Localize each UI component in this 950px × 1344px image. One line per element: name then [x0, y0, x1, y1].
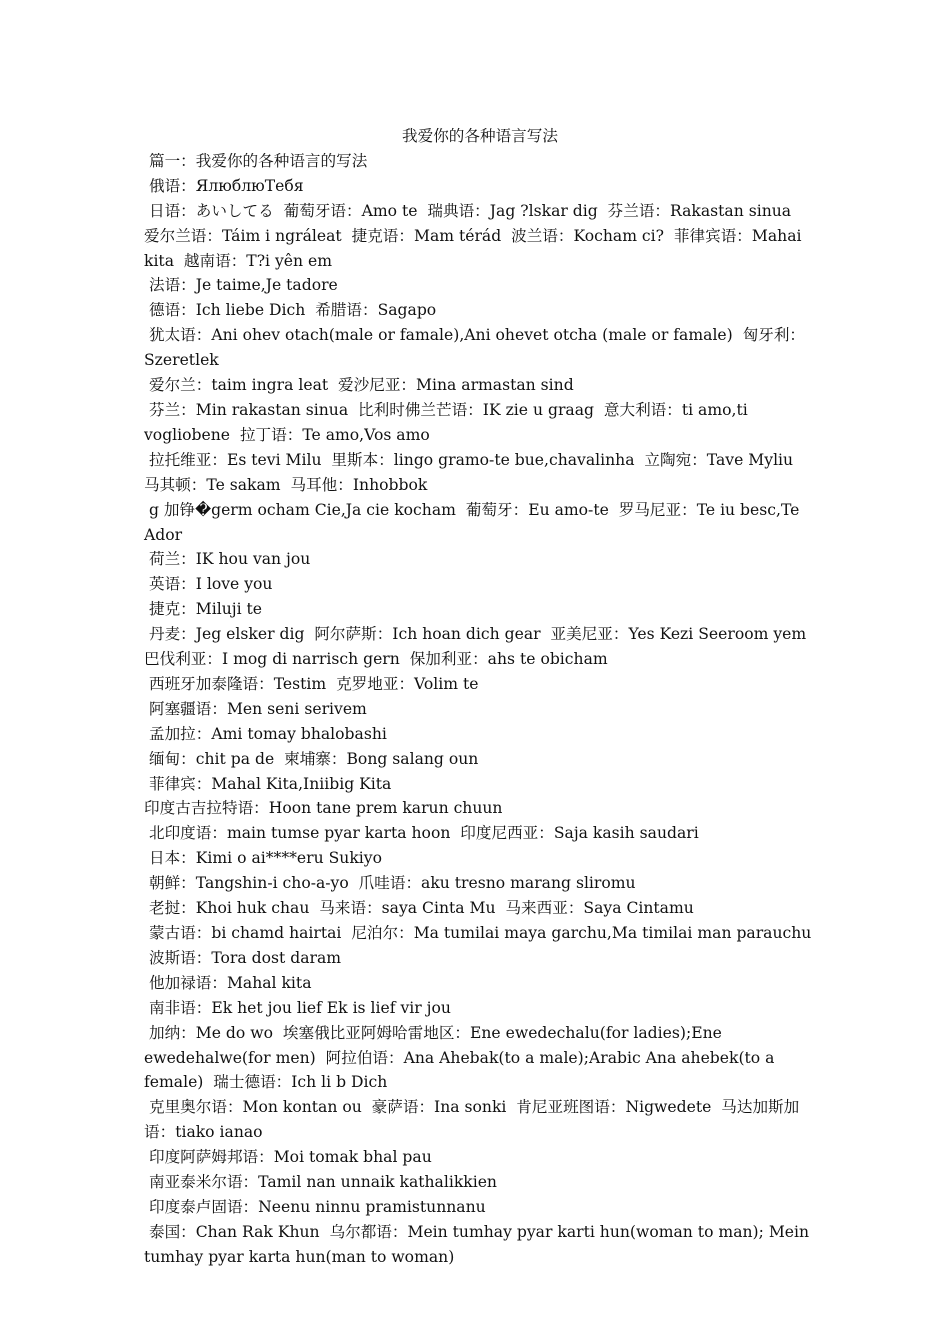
paragraph: 蒙古语：bi chamd hairtai 尼泊尔：Ma tumilai maya garchu,Ma timilai man parauchu: [144, 924, 812, 942]
paragraph: 拉托维亚：Es tevi Milu 里斯本：lingo gramo-te bue,chavalinha 立陶宛：Tave Myliu 马其顿：Te sakam 马耳他：Inhobbok: [144, 450, 804, 494]
paragraph: 丹麦：Jeg elsker dig 阿尔萨斯：Ich hoan dich gear 亚美尼亚：Yes Kezi Seeroom yem 巴伐利亚：I mog di narrisch gern 保加利亚：ahs te obicham: [144, 625, 817, 669]
document-page: [144, 124, 816, 1270]
paragraph: 北印度语：main tumse pyar karta hoon 印度尼西亚：Saja kasih saudari: [144, 824, 699, 843]
paragraph: 泰国：Chan Rak Khun 乌尔都语：Mein tumhay pyar karti hun(woman to man); Mein tumhay pyar karta hun(man to woman): [144, 1222, 815, 1266]
paragraph: 老挝：Khoi huk chau 马来语：saya Cinta Mu 马来西亚：Saya Cintamu: [144, 899, 694, 918]
paragraph: 南亚泰米尔语：Tamil nan unnaik kathalikkien: [144, 1173, 497, 1192]
paragraph: g 加铮�germ ocham Cie,Ja cie kocham 葡萄牙：Eu amo-te 罗马尼亚：Te iu besc,Te Ador: [144, 500, 805, 544]
paragraph: 德语：Ich liebe Dich 希腊语：Sagapo: [144, 301, 437, 320]
paragraph: 朝鲜：Tangshin-i cho-a-yo 爪哇语：aku tresno marang sliromu: [144, 874, 636, 893]
paragraph: 缅甸：chit pa de 柬埔寨：Bong salang oun: [144, 749, 479, 768]
paragraph: 西班牙加泰隆语：Testim 克罗地亚：Volim te: [144, 674, 479, 693]
paragraph: 俄语：ЯлюблюТебя: [144, 176, 304, 195]
document-title: 我爱你的各种语言写法: [402, 127, 558, 145]
paragraph: 波斯语：Tora dost daram: [144, 948, 342, 967]
paragraph: 克里奥尔语：Mon kontan ou 豪萨语：Ina sonki 肯尼亚班图语：Nigwedete 马达加斯加语：tiako ianao: [144, 1098, 800, 1142]
paragraph: 阿塞疆语：Men seni serivem: [144, 699, 367, 718]
paragraph: 加纳：Me do wo 埃塞俄比亚阿姆哈雷地区：Ene ewedechalu(for ladies);Ene ewedehalwe(for men) 阿拉伯语：Ana Ahebak(to a male);Arabic Ana ahebek(to a female) 瑞士德语：Ich li b Dich: [144, 1023, 780, 1092]
paragraph: 南非语：Ek het jou lief Ek is lief vir jou: [144, 998, 451, 1017]
paragraph: 日本：Kimi o ai****eru Sukiyo: [144, 849, 382, 868]
paragraph: 英语：I love you: [144, 575, 273, 594]
paragraph: 孟加拉：Ami tomay bhalobashi: [144, 724, 387, 743]
paragraph: 日语：あいしてる 葡萄牙语：Amo te 瑞典语：Jag ?lskar dig 芬兰语：Rakastan sinua 爱尔兰语：Táim i ngráleat 捷克语：Mam térád 波兰语：Kocham ci? 菲律宾语：Mahai kita 越南语：T?i yên em: [144, 201, 807, 270]
paragraph: 印度阿萨姆邦语：Moi tomak bhal pau: [144, 1148, 432, 1167]
paragraph: 芬兰：Min rakastan sinua 比利时佛兰芒语：IK zie u graag 意大利语：ti amo,ti vogliobene 拉丁语：Te amo,Vos amo: [144, 400, 753, 444]
paragraph: 法语：Je taime,Je tadore: [144, 276, 338, 295]
paragraph: 他加禄语：Mahal kita: [144, 973, 312, 992]
paragraph: 菲律宾：Mahal Kita,Iniibig Kita: [144, 774, 392, 793]
paragraph: 印度古吉拉特语：Hoon tane prem karun chuun: [144, 799, 503, 818]
paragraph: 印度泰卢固语：Neenu ninnu pramistunnanu: [144, 1197, 486, 1216]
document-body: [144, 149, 816, 1270]
paragraph: 犹太语：Ani ohev otach(male or famale),Ani ohevet otcha (male or famale) 匈牙利：Szeretlek: [144, 326, 806, 370]
paragraph: 篇一：我爱你的各种语言的写法: [144, 151, 368, 170]
paragraph: 荷兰：IK hou van jou: [144, 550, 311, 569]
paragraph: 爱尔兰：taim ingra leat 爱沙尼亚：Mina armastan sind: [144, 376, 574, 395]
paragraph: 捷克：Miluji te: [144, 600, 263, 619]
